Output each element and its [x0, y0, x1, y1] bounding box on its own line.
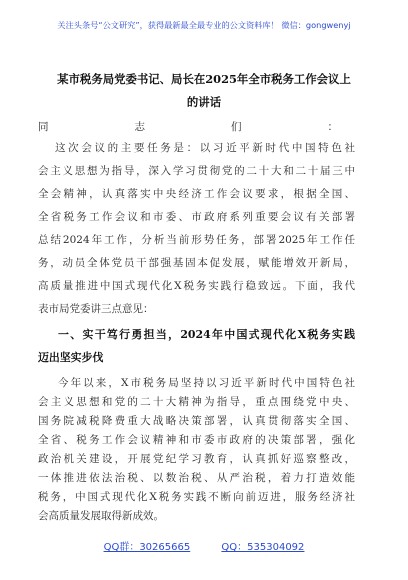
qq-group-link[interactable]: QQ群：30265665	[103, 542, 191, 553]
paragraph-line: 今年以来，X市税务局坚持以习近平新时代中国特色社	[58, 377, 355, 389]
qq-contact-link[interactable]: QQ：535304092	[221, 542, 305, 553]
paragraph-line: 总结2024年工作，分析当前形势任务，部署2025年工作任	[38, 234, 355, 246]
paragraph-line: 国务院减税降费重大战略决策部署，认真贯彻落实全国、	[38, 415, 355, 427]
paragraph-line: 表市局党委讲三点意见：	[38, 303, 154, 315]
paragraph-line: 高质量推进中国式现代化X税务实践行稳致远。下面，我代	[38, 280, 355, 292]
document-title-line-1: 某市税务局党委书记、局长在2025年全市税务工作会议上	[57, 72, 351, 86]
document-title-line-2: 的讲话	[186, 95, 222, 109]
section-heading-line: 一、实干笃行勇担当，2024年中国式现代化X税务实践	[58, 328, 355, 341]
paragraph-line: 会主义思想为指导，深入学习贯彻党的二十大和二十届三中	[38, 165, 355, 177]
paragraph-line: 一体推进依法治税、以数治税、从严治税，着力打造效能	[38, 472, 355, 484]
paragraph-line: 政治机关建设，开展党纪学习教育，认真抓好巡察整改，	[38, 453, 355, 465]
paragraph-line: 会主义思想和党的二十大精神为指导，重点围绕党中央、	[38, 396, 355, 408]
header-promo-note: 关注头条号“公文研究”，获得最新最全最专业的公文资料库！ 微信：gongwenyj	[57, 20, 351, 30]
paragraph-line: 税务，中国式现代化X税务实践不断向前迈进，服务经济社	[38, 491, 355, 503]
paragraph-line: 务，动员全体党员干部强基固本促发展，赋能增效开新局，	[38, 257, 355, 269]
section-heading-line: 迈出坚实步伐	[38, 351, 104, 364]
paragraph-line: 全会精神，认真落实中央经济工作会议要求，根据全国、	[38, 188, 355, 200]
footer-contact	[0, 538, 408, 553]
salutation: 同志们：	[38, 121, 338, 133]
paragraph-line: 会高质量发展取得新成效。	[38, 510, 164, 522]
paragraph-line: 全省、税务工作会议精神和市委市政府的决策部署，强化	[38, 434, 355, 446]
paragraph-line: 这次会议的主要任务是：以习近平新时代中国特色社	[55, 142, 355, 154]
paragraph-line: 全省税务工作会议和市委、市政府系列重要会议有关部署	[38, 211, 355, 223]
